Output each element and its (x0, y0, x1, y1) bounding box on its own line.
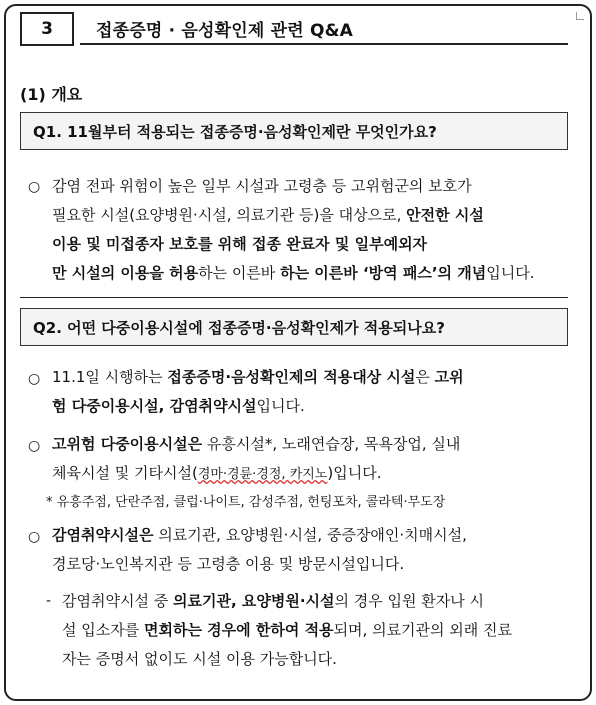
section-title: 접종증명 · 음성확인제 관련 Q&A (96, 21, 354, 41)
dash-marker: - (46, 593, 52, 609)
page-corner-mark (576, 12, 584, 20)
answer-1-line: 감염 전파 위험이 높은 일부 시설과 고령층 등 고위험군의 보호가 (52, 177, 472, 195)
answer-1-bold: 만 시설의 이용을 허용 (52, 264, 199, 282)
footnote: * 유흥주점, 단란주점, 클럽·나이트, 감성주점, 헌팅포차, 콜라텍·무도장 (46, 495, 446, 510)
bullet-circle: ○ (28, 438, 41, 454)
separator-line (20, 297, 568, 298)
bullet-circle: ○ (28, 529, 41, 545)
answer-1-bold: 하는 이른바 ‘방역 패스’의 개념 (280, 264, 487, 282)
question-1-text: Q1. 11월부터 적용되는 접종증명·음성확인제란 무엇인가요? (33, 122, 437, 141)
answer-2-paragraph-2: 고위험 다중이용시설은 유흥시설*, 노래연습장, 목욕장업, 실내 체육시설 및 기타시설(경마·경륜·경정, 카지노)입니다. (52, 435, 461, 482)
answer-1-line (52, 201, 568, 230)
answer-1-bold: 안전한 시설 (406, 206, 484, 224)
answer-2-paragraph-3: 감염취약시설은 의료기관, 요양병원·시설, 중증장애인·치매시설, 경로당·노인복지관 등 고령층 이용 및 방문시설입니다. (52, 526, 467, 573)
answer-1-last-line (52, 259, 568, 288)
answer-1-paragraph (52, 172, 568, 259)
bullet-circle: ○ (28, 371, 41, 387)
question-2-box (20, 308, 568, 346)
subheading: (1) 개요 (20, 85, 83, 104)
question-2-text: Q2. 어떤 다중이용시설에 접종증명·음성확인제가 적용되나요? (33, 318, 445, 337)
section-number: 3 (20, 12, 74, 46)
answer-2-paragraph-4: 감염취약시설 중 의료기관, 요양병원·시설의 경우 입원 환자나 시 설 입소자를 면회하는 경우에 한하여 적용되며, 의료기관의 외래 진료 자는 증명서 없이도 시설 이용 가능합니다. (62, 592, 513, 668)
bullet-circle: ○ (28, 179, 41, 195)
question-1-box (20, 112, 568, 150)
answer-2-paragraph-1: 11.1일 시행하는 접종증명·음성확인제의 적용대상 시설은 고위 험 다중이용시설, 감염취약시설입니다. (52, 368, 464, 415)
answer-1-text: 필요한 시설(요양병원·시설, 의료기관 등)을 대상으로, (52, 206, 402, 224)
answer-1-text: 하는 이른바 (198, 264, 281, 282)
answer-1-line: 이용 및 미접종자 보호를 위해 접종 완료자 및 일부예외자 (52, 235, 428, 253)
section-rule (80, 43, 568, 45)
answer-1-text: 입니다. (486, 264, 535, 282)
